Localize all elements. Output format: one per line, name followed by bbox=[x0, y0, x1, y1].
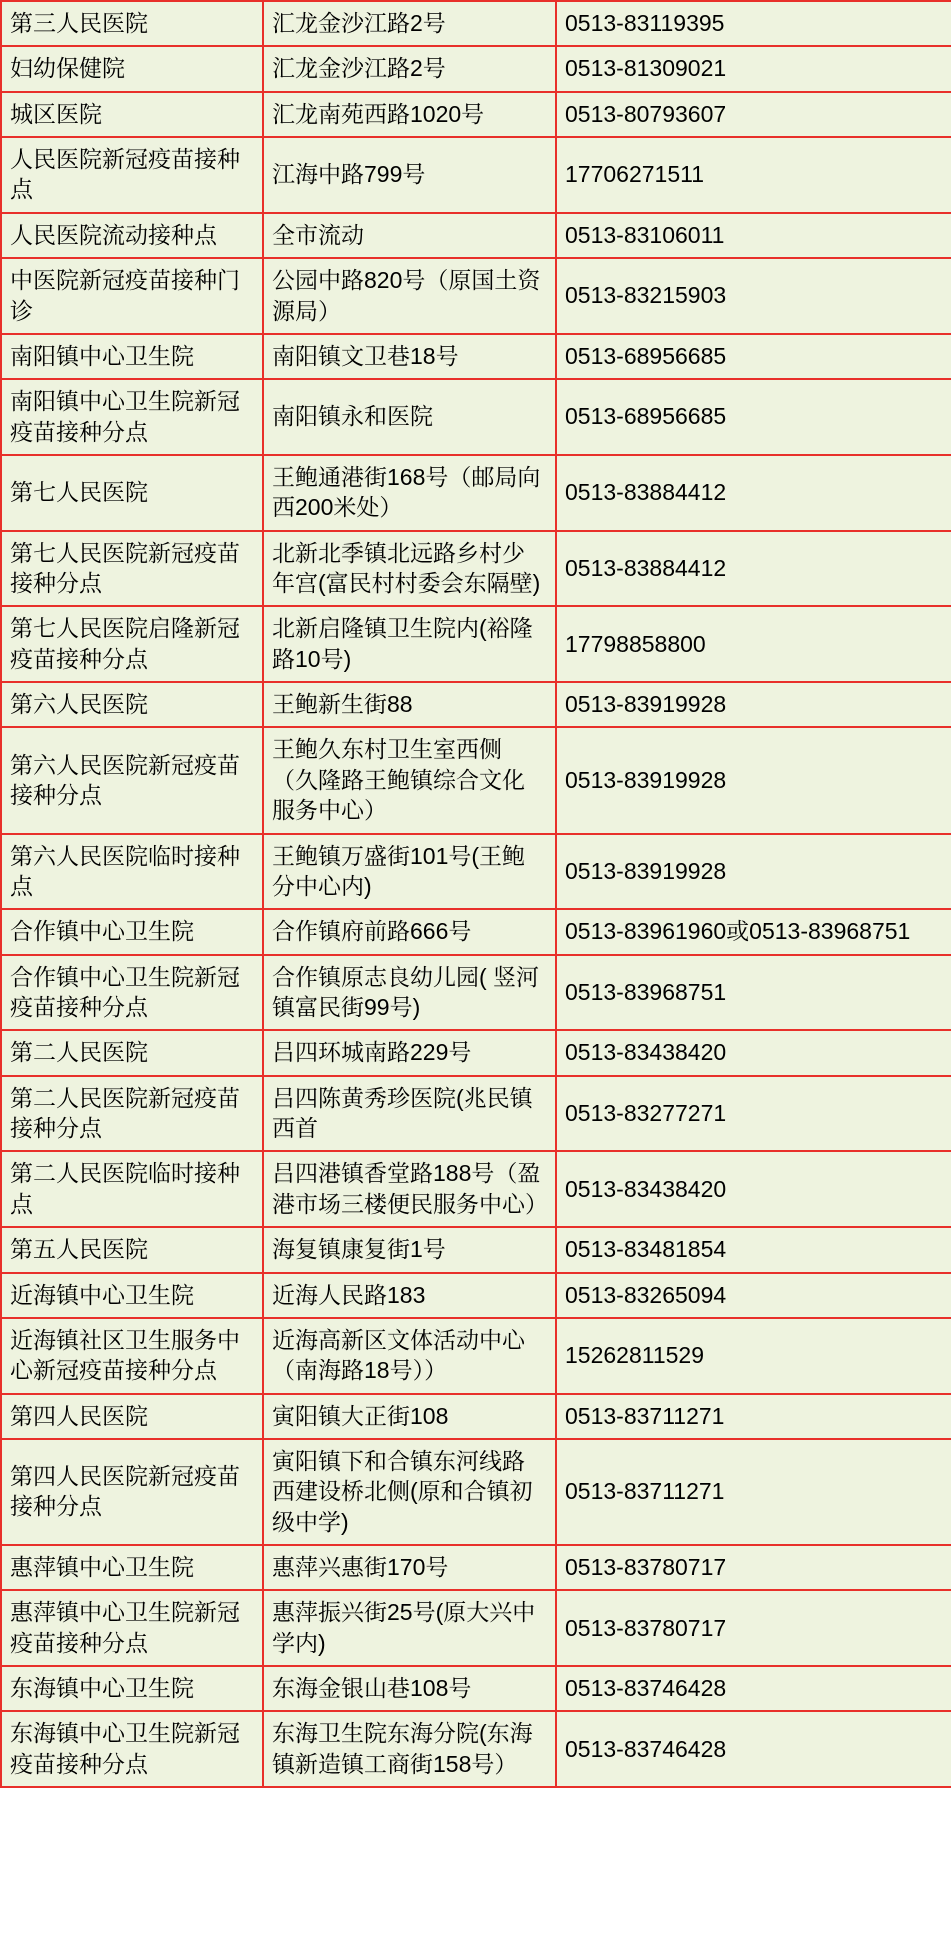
table-row bbox=[1, 334, 951, 379]
cell-institution-name: 东海镇中心卫生院 bbox=[1, 1666, 263, 1711]
cell-institution-name: 近海镇社区卫生服务中心新冠疫苗接种分点 bbox=[1, 1318, 263, 1394]
table-row bbox=[1, 1227, 951, 1272]
cell-address: 全市流动 bbox=[263, 213, 556, 258]
cell-address: 汇龙南苑西路1020号 bbox=[263, 92, 556, 137]
cell-address: 汇龙金沙江路2号 bbox=[263, 46, 556, 91]
cell-address: 公园中路820号（原国土资源局） bbox=[263, 258, 556, 334]
cell-institution-name: 第七人民医院启隆新冠疫苗接种分点 bbox=[1, 606, 263, 682]
cell-institution-name: 第二人民医院 bbox=[1, 1030, 263, 1075]
cell-institution-name: 第七人民医院 bbox=[1, 455, 263, 531]
cell-address: 王鲍新生街88 bbox=[263, 682, 556, 727]
table-row bbox=[1, 1711, 951, 1787]
cell-phone: 0513-83711271 bbox=[556, 1439, 951, 1545]
table-row bbox=[1, 682, 951, 727]
cell-institution-name: 惠萍镇中心卫生院 bbox=[1, 1545, 263, 1590]
table-row bbox=[1, 1590, 951, 1666]
cell-phone: 0513-83961960或0513-83968751 bbox=[556, 909, 951, 954]
cell-address: 王鲍通港街168号（邮局向西200米处） bbox=[263, 455, 556, 531]
cell-phone: 0513-83919928 bbox=[556, 834, 951, 910]
table-row bbox=[1, 909, 951, 954]
cell-institution-name: 人民医院新冠疫苗接种点 bbox=[1, 137, 263, 213]
cell-address: 寅阳镇下和合镇东河线路西建设桥北侧(原和合镇初级中学) bbox=[263, 1439, 556, 1545]
cell-address: 汇龙金沙江路2号 bbox=[263, 1, 556, 46]
cell-phone: 0513-68956685 bbox=[556, 379, 951, 455]
cell-phone: 0513-83277271 bbox=[556, 1076, 951, 1152]
table-row bbox=[1, 455, 951, 531]
table-row bbox=[1, 1, 951, 46]
cell-phone: 17798858800 bbox=[556, 606, 951, 682]
table-row bbox=[1, 46, 951, 91]
cell-phone: 0513-83884412 bbox=[556, 531, 951, 607]
cell-institution-name: 南阳镇中心卫生院新冠疫苗接种分点 bbox=[1, 379, 263, 455]
cell-address: 王鲍镇万盛街101号(王鲍分中心内) bbox=[263, 834, 556, 910]
cell-address: 近海人民路183 bbox=[263, 1273, 556, 1318]
cell-address: 北新启隆镇卫生院内(裕隆路10号) bbox=[263, 606, 556, 682]
cell-address: 合作镇原志良幼儿园( 竖河镇富民街99号) bbox=[263, 955, 556, 1031]
cell-address: 惠萍兴惠街170号 bbox=[263, 1545, 556, 1590]
cell-institution-name: 合作镇中心卫生院 bbox=[1, 909, 263, 954]
cell-phone: 0513-68956685 bbox=[556, 334, 951, 379]
table-row bbox=[1, 1545, 951, 1590]
cell-address: 江海中路799号 bbox=[263, 137, 556, 213]
table-row bbox=[1, 137, 951, 213]
cell-phone: 0513-83884412 bbox=[556, 455, 951, 531]
cell-address: 北新北季镇北远路乡村少年宫(富民村村委会东隔壁) bbox=[263, 531, 556, 607]
table-row bbox=[1, 606, 951, 682]
table-row bbox=[1, 531, 951, 607]
cell-phone: 0513-83968751 bbox=[556, 955, 951, 1031]
cell-institution-name: 城区医院 bbox=[1, 92, 263, 137]
cell-phone: 0513-83438420 bbox=[556, 1030, 951, 1075]
cell-address: 吕四陈黄秀珍医院(兆民镇西首 bbox=[263, 1076, 556, 1152]
cell-phone: 0513-83919928 bbox=[556, 682, 951, 727]
cell-phone: 0513-83919928 bbox=[556, 727, 951, 833]
cell-phone: 15262811529 bbox=[556, 1318, 951, 1394]
cell-phone: 0513-83106011 bbox=[556, 213, 951, 258]
table-row bbox=[1, 1076, 951, 1152]
table-row bbox=[1, 1394, 951, 1439]
cell-address: 王鲍久东村卫生室西侧（久隆路王鲍镇综合文化服务中心） bbox=[263, 727, 556, 833]
table-row bbox=[1, 258, 951, 334]
cell-address: 南阳镇文卫巷18号 bbox=[263, 334, 556, 379]
cell-institution-name: 第四人民医院 bbox=[1, 1394, 263, 1439]
cell-phone: 0513-83265094 bbox=[556, 1273, 951, 1318]
table-body bbox=[1, 1, 951, 1787]
cell-phone: 0513-83746428 bbox=[556, 1711, 951, 1787]
table-row bbox=[1, 1151, 951, 1227]
table-row bbox=[1, 213, 951, 258]
cell-address: 吕四环城南路229号 bbox=[263, 1030, 556, 1075]
cell-institution-name: 妇幼保健院 bbox=[1, 46, 263, 91]
cell-institution-name: 第七人民医院新冠疫苗接种分点 bbox=[1, 531, 263, 607]
cell-phone: 0513-81309021 bbox=[556, 46, 951, 91]
cell-institution-name: 南阳镇中心卫生院 bbox=[1, 334, 263, 379]
cell-phone: 0513-83215903 bbox=[556, 258, 951, 334]
table-row bbox=[1, 379, 951, 455]
cell-phone: 0513-83780717 bbox=[556, 1545, 951, 1590]
table-row bbox=[1, 834, 951, 910]
cell-phone: 0513-80793607 bbox=[556, 92, 951, 137]
table-row bbox=[1, 1273, 951, 1318]
cell-institution-name: 中医院新冠疫苗接种门诊 bbox=[1, 258, 263, 334]
table-row bbox=[1, 1030, 951, 1075]
table-row bbox=[1, 1666, 951, 1711]
cell-institution-name: 第六人民医院 bbox=[1, 682, 263, 727]
cell-institution-name: 第四人民医院新冠疫苗接种分点 bbox=[1, 1439, 263, 1545]
cell-institution-name: 第五人民医院 bbox=[1, 1227, 263, 1272]
table-row bbox=[1, 92, 951, 137]
cell-phone: 0513-83780717 bbox=[556, 1590, 951, 1666]
cell-address: 近海高新区文体活动中心（南海路18号）） bbox=[263, 1318, 556, 1394]
cell-institution-name: 第六人民医院临时接种点 bbox=[1, 834, 263, 910]
cell-address: 东海金银山巷108号 bbox=[263, 1666, 556, 1711]
cell-phone: 0513-83119395 bbox=[556, 1, 951, 46]
cell-institution-name: 第三人民医院 bbox=[1, 1, 263, 46]
table-row bbox=[1, 1439, 951, 1545]
cell-institution-name: 第二人民医院临时接种点 bbox=[1, 1151, 263, 1227]
cell-address: 东海卫生院东海分院(东海镇新造镇工商街158号） bbox=[263, 1711, 556, 1787]
cell-institution-name: 合作镇中心卫生院新冠疫苗接种分点 bbox=[1, 955, 263, 1031]
table-row bbox=[1, 727, 951, 833]
cell-institution-name: 人民医院流动接种点 bbox=[1, 213, 263, 258]
cell-institution-name: 惠萍镇中心卫生院新冠疫苗接种分点 bbox=[1, 1590, 263, 1666]
cell-institution-name: 近海镇中心卫生院 bbox=[1, 1273, 263, 1318]
cell-phone: 0513-83746428 bbox=[556, 1666, 951, 1711]
cell-address: 寅阳镇大正街108 bbox=[263, 1394, 556, 1439]
table-row bbox=[1, 955, 951, 1031]
cell-address: 合作镇府前路666号 bbox=[263, 909, 556, 954]
cell-phone: 0513-83438420 bbox=[556, 1151, 951, 1227]
cell-address: 海复镇康复街1号 bbox=[263, 1227, 556, 1272]
cell-institution-name: 东海镇中心卫生院新冠疫苗接种分点 bbox=[1, 1711, 263, 1787]
cell-institution-name: 第六人民医院新冠疫苗接种分点 bbox=[1, 727, 263, 833]
cell-address: 惠萍振兴街25号(原大兴中学内) bbox=[263, 1590, 556, 1666]
cell-address: 吕四港镇香堂路188号（盈港市场三楼便民服务中心） bbox=[263, 1151, 556, 1227]
cell-phone: 0513-83711271 bbox=[556, 1394, 951, 1439]
cell-address: 南阳镇永和医院 bbox=[263, 379, 556, 455]
cell-phone: 0513-83481854 bbox=[556, 1227, 951, 1272]
cell-institution-name: 第二人民医院新冠疫苗接种分点 bbox=[1, 1076, 263, 1152]
cell-phone: 17706271511 bbox=[556, 137, 951, 213]
table-row bbox=[1, 1318, 951, 1394]
